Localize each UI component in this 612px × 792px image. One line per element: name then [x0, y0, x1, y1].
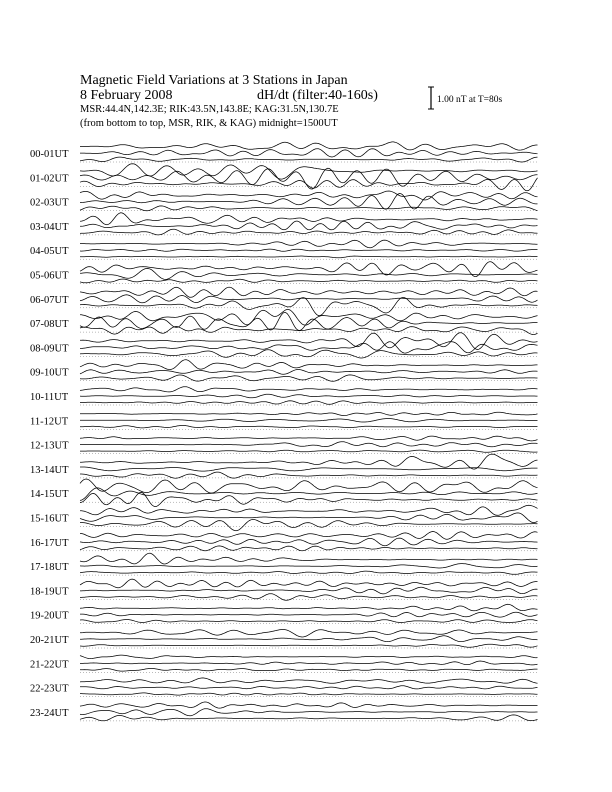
row-label: 07-08UT: [30, 319, 69, 331]
trace-MSR: [80, 715, 538, 721]
row-label: 13-14UT: [30, 464, 69, 476]
trace-MSR: [80, 472, 538, 478]
row-label: 09-10UT: [30, 367, 69, 379]
trace-row-09-10UT: [30, 360, 538, 382]
trace-RIK: [80, 709, 538, 716]
trace-MSR: [80, 327, 538, 335]
trace-MSR: [80, 668, 538, 671]
trace-MSR: [80, 350, 538, 358]
scale-bar-label: 1.00 nT at T=80s: [437, 95, 503, 105]
trace-RIK: [80, 488, 538, 501]
trace-row-00-01UT: [30, 142, 538, 162]
chart-date: 8 February 2008: [80, 88, 173, 103]
row-label: 08-09UT: [30, 343, 69, 355]
trace-KAG: [80, 702, 538, 708]
trace-KAG: [80, 532, 538, 540]
row-label: 01-02UT: [30, 173, 69, 185]
trace-row-04-05UT: [30, 240, 538, 259]
row-label: 18-19UT: [30, 586, 69, 598]
row-label: 10-11UT: [30, 392, 69, 403]
trace-MSR: [80, 571, 538, 574]
trace-MSR: [80, 693, 538, 695]
trace-MSR: [80, 279, 538, 283]
trace-RIK: [80, 268, 538, 279]
trace-row-23-24UT: [30, 702, 538, 721]
trace-MSR: [80, 206, 538, 211]
row-label: 20-21UT: [30, 635, 69, 646]
trace-RIK: [80, 636, 538, 642]
trace-MSR: [80, 450, 538, 452]
trace-KAG: [80, 240, 538, 248]
trace-row-11-12UT: [30, 412, 538, 429]
row-label: 19-20UT: [30, 610, 69, 622]
trace-row-05-06UT: [30, 262, 538, 284]
trace-MSR: [80, 425, 538, 428]
trace-KAG: [80, 436, 538, 441]
trace-row-13-14UT: [30, 454, 538, 478]
trace-RIK: [80, 394, 538, 398]
trace-MSR: [80, 157, 538, 162]
trace-RIK: [80, 564, 538, 568]
trace-RIK: [80, 295, 538, 303]
trace-row-02-03UT: [30, 191, 538, 211]
row-label: 02-03UT: [30, 197, 69, 209]
trace-KAG: [80, 213, 538, 225]
trace-RIK: [80, 686, 538, 689]
trace-RIK: [80, 587, 538, 594]
trace-KAG: [80, 479, 538, 493]
trace-row-16-17UT: [30, 532, 538, 551]
row-label: 15-16UT: [30, 513, 69, 525]
trace-KAG: [80, 678, 538, 683]
trace-RIK: [80, 370, 538, 375]
trace-RIK: [80, 442, 538, 447]
row-label: 21-22UT: [30, 659, 69, 671]
trace-KAG: [80, 579, 538, 588]
trace-MSR: [80, 620, 538, 623]
trace-KAG: [80, 553, 538, 564]
row-label: 16-17UT: [30, 537, 69, 549]
trace-row-22-23UT: [30, 678, 538, 697]
trace-MSR: [80, 401, 538, 405]
row-label: 04-05UT: [30, 246, 69, 258]
trace-RIK: [80, 419, 538, 423]
trace-RIK: [80, 612, 538, 617]
trace-row-14-15UT: [30, 479, 538, 507]
trace-MSR: [80, 644, 538, 647]
trace-KAG: [80, 360, 538, 370]
row-label: 11-12UT: [30, 416, 69, 428]
trace-RIK: [80, 249, 538, 251]
trace-KAG: [80, 505, 538, 515]
trace-KAG: [80, 454, 538, 469]
trace-row-18-19UT: [30, 579, 538, 600]
trace-row-21-22UT: [30, 655, 538, 672]
trace-row-07-08UT: [30, 310, 538, 335]
trace-KAG: [80, 287, 538, 297]
trace-MSR: [80, 520, 538, 531]
chart-title: Magnetic Field Variations at 3 Stations in Japan: [80, 73, 348, 88]
row-label: 12-13UT: [30, 440, 69, 452]
trace-MSR: [80, 492, 538, 506]
row-label: 00-01UT: [30, 149, 69, 160]
trace-RIK: [80, 661, 538, 665]
row-label: 22-23UT: [30, 683, 69, 695]
trace-row-17-18UT: [30, 553, 538, 575]
trace-RIK: [80, 194, 538, 210]
trace-RIK: [80, 221, 538, 230]
trace-RIK: [80, 538, 538, 546]
row-label: 17-18UT: [30, 562, 69, 574]
scale-bar: [428, 87, 434, 109]
trace-KAG: [80, 387, 538, 392]
trace-KAG: [80, 191, 538, 200]
trace-RIK: [80, 467, 538, 471]
trace-KAG: [80, 630, 538, 638]
row-label: 06-07UT: [30, 294, 69, 306]
trace-KAG: [80, 142, 538, 150]
trace-KAG: [80, 655, 538, 659]
trace-row-19-20UT: [30, 604, 538, 623]
trace-MSR: [80, 375, 538, 381]
row-label: 03-04UT: [30, 221, 69, 233]
trace-row-20-21UT: [30, 630, 538, 649]
trace-RIK: [80, 342, 538, 354]
trace-row-15-16UT: [30, 505, 538, 530]
chart-quantity: dH/dt (filter:40-160s): [257, 88, 378, 103]
trace-KAG: [80, 412, 538, 415]
row-label: 05-06UT: [30, 270, 69, 282]
trace-row-10-11UT: [30, 387, 538, 405]
trace-MSR: [80, 546, 538, 551]
trace-row-08-09UT: [30, 333, 538, 358]
trace-MSR: [80, 178, 538, 191]
trace-KAG: [80, 604, 538, 611]
trace-KAG: [80, 333, 538, 350]
trace-row-03-04UT: [30, 213, 538, 235]
trace-row-12-13UT: [30, 436, 538, 454]
station-order-note: (from bottom to top, MSR, RIK, & KAG) midnight=1500UT: [80, 118, 338, 129]
trace-row-01-02UT: [30, 164, 538, 191]
trace-KAG: [80, 164, 538, 179]
row-label: 14-15UT: [30, 489, 69, 501]
row-label: 23-24UT: [30, 707, 69, 719]
trace-RIK: [80, 149, 538, 157]
station-coordinates: MSR:44.4N,142.3E; RIK:43.5N,143.8E; KAG:31.5N,130.7E: [80, 104, 339, 115]
trace-MSR: [80, 256, 538, 258]
